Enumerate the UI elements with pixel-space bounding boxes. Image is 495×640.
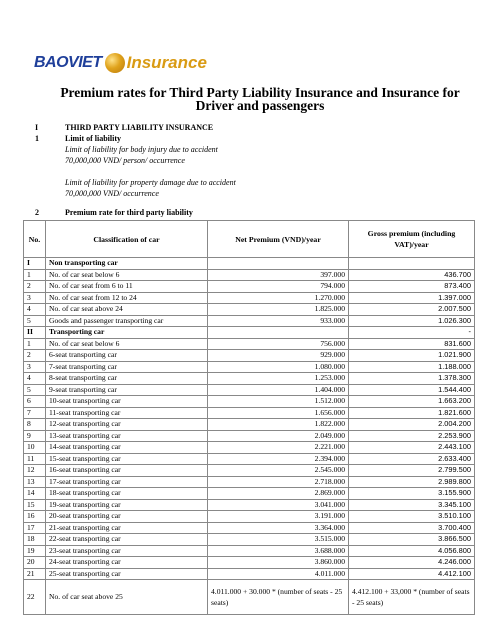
row-number: 4	[24, 373, 46, 385]
row-net-premium: 3.860.000	[208, 557, 349, 569]
row-classification: 8-seat transporting car	[46, 373, 208, 385]
row-net-premium: 1.404.000	[208, 384, 349, 396]
row-net-premium: 794.000	[208, 281, 349, 293]
row-number: 10	[24, 442, 46, 454]
row-net-premium: 1.656.000	[208, 407, 349, 419]
row-number: 5	[24, 384, 46, 396]
row-net-premium: 1.080.000	[208, 361, 349, 373]
section-2-number: 2	[35, 208, 39, 217]
section-i-heading: THIRD PARTY LIABILITY INSURANCE	[65, 123, 214, 132]
row-net-premium: 3.041.000	[208, 499, 349, 511]
row-number: 7	[24, 407, 46, 419]
row-gross-premium: 2.633.400	[349, 453, 475, 465]
row-classification: 12-seat transporting car	[46, 419, 208, 431]
row-classification: 15-seat transporting car	[46, 453, 208, 465]
row-classification: 20-seat transporting car	[46, 511, 208, 523]
table-row	[24, 361, 475, 373]
row-classification: 13-seat transporting car	[46, 430, 208, 442]
row-net-premium: 4.011.000 + 30.000 * (number of seats - 25 seats)	[208, 580, 349, 615]
row-net-premium: 1.512.000	[208, 396, 349, 408]
row-number: 4	[24, 304, 46, 316]
table-row	[24, 269, 475, 281]
group-gross-premium: -	[349, 327, 475, 339]
table-row	[24, 281, 475, 293]
row-number: 19	[24, 545, 46, 557]
row-net-premium: 397.000	[208, 269, 349, 281]
row-classification: 23-seat transporting car	[46, 545, 208, 557]
row-classification: Goods and passenger transporting car	[46, 315, 208, 327]
table-row	[24, 511, 475, 523]
row-number: 22	[24, 580, 46, 615]
row-gross-premium: 3.866.500	[349, 534, 475, 546]
row-gross-premium: 2.253.900	[349, 430, 475, 442]
group-label: Transporting car	[46, 327, 208, 339]
row-classification: 9-seat transporting car	[46, 384, 208, 396]
row-classification: 24-seat transporting car	[46, 557, 208, 569]
row-gross-premium: 4.056.800	[349, 545, 475, 557]
row-net-premium: 933.000	[208, 315, 349, 327]
row-number: 17	[24, 522, 46, 534]
table-row	[24, 384, 475, 396]
row-number: 21	[24, 568, 46, 580]
row-net-premium: 3.515.000	[208, 534, 349, 546]
row-classification: 11-seat transporting car	[46, 407, 208, 419]
baoviet-logo	[34, 49, 207, 77]
group-row-non-transporting	[24, 258, 475, 270]
table-row	[24, 350, 475, 362]
row-gross-premium: 1.021.900	[349, 350, 475, 362]
row-number: 11	[24, 453, 46, 465]
table-row	[24, 522, 475, 534]
limit-property-damage-amount: 70,000,000 VND/ occurrence	[65, 189, 159, 198]
row-net-premium: 1.822.000	[208, 419, 349, 431]
row-gross-premium: 1.188.000	[349, 361, 475, 373]
row-number: 2	[24, 281, 46, 293]
row-number: 16	[24, 511, 46, 523]
row-gross-premium: 436.700	[349, 269, 475, 281]
row-gross-premium: 1.663.200	[349, 396, 475, 408]
row-gross-premium: 1.821.600	[349, 407, 475, 419]
row-gross-premium: 3.510.100	[349, 511, 475, 523]
row-classification: 17-seat transporting car	[46, 476, 208, 488]
table-row	[24, 315, 475, 327]
table-row	[24, 442, 475, 454]
row-gross-premium: 4.412.100	[349, 568, 475, 580]
globe-icon	[105, 53, 125, 73]
row-number: 5	[24, 315, 46, 327]
logo-brand-text: BAOVIET	[34, 54, 102, 71]
row-number: 8	[24, 419, 46, 431]
row-gross-premium: 2.007.500	[349, 304, 475, 316]
row-net-premium: 2.718.000	[208, 476, 349, 488]
row-gross-premium: 1.026.300	[349, 315, 475, 327]
row-number: 1	[24, 338, 46, 350]
row-classification: No. of car seat from 6 to 11	[46, 281, 208, 293]
row-gross-premium: 4.246.000	[349, 557, 475, 569]
table-row	[24, 465, 475, 477]
table-row	[24, 568, 475, 580]
row-classification: 22-seat transporting car	[46, 534, 208, 546]
table-row	[24, 430, 475, 442]
group-number: I	[24, 258, 46, 270]
row-net-premium: 2.049.000	[208, 430, 349, 442]
section-2-heading: Premium rate for third party liability	[65, 208, 193, 217]
row-net-premium: 1.825.000	[208, 304, 349, 316]
row-classification: 7-seat transporting car	[46, 361, 208, 373]
table-row	[24, 292, 475, 304]
table-row	[24, 373, 475, 385]
page-title: Premium rates for Third Party Liability Insurance and Insurance for Driver and passengers	[60, 85, 460, 113]
row-net-premium: 4.011.000	[208, 568, 349, 580]
row-gross-premium: 3.345.100	[349, 499, 475, 511]
row-classification: No. of car seat below 6	[46, 338, 208, 350]
row-number: 20	[24, 557, 46, 569]
logo-insurance-text: Insurance	[126, 53, 207, 72]
row-number: 3	[24, 292, 46, 304]
row-gross-premium: 873.400	[349, 281, 475, 293]
table-row	[24, 534, 475, 546]
row-net-premium: 2.221.000	[208, 442, 349, 454]
row-number: 2	[24, 350, 46, 362]
row-gross-premium: 1.378.300	[349, 373, 475, 385]
row-classification: 16-seat transporting car	[46, 465, 208, 477]
row-gross-premium: 2.004.200	[349, 419, 475, 431]
limit-body-injury: Limit of liability for body injury due to accident	[65, 145, 218, 154]
row-number: 6	[24, 396, 46, 408]
row-gross-premium: 2.443.100	[349, 442, 475, 454]
row-number: 1	[24, 269, 46, 281]
table-row	[24, 304, 475, 316]
row-number: 13	[24, 476, 46, 488]
row-classification: 19-seat transporting car	[46, 499, 208, 511]
table-row	[24, 453, 475, 465]
row-net-premium: 3.364.000	[208, 522, 349, 534]
col-header-classification: Classification of car	[46, 221, 208, 258]
table-row	[24, 557, 475, 569]
row-classification: No. of car seat above 25	[46, 580, 208, 615]
row-net-premium: 929.000	[208, 350, 349, 362]
table-row	[24, 499, 475, 511]
row-classification: 6-seat transporting car	[46, 350, 208, 362]
row-net-premium: 1.270.000	[208, 292, 349, 304]
row-net-premium: 756.000	[208, 338, 349, 350]
table-row	[24, 419, 475, 431]
col-header-gross-premium: Gross premium (including VAT)/year	[349, 221, 475, 258]
group-label: Non transporting car	[46, 258, 208, 270]
row-net-premium: 2.394.000	[208, 453, 349, 465]
row-number: 9	[24, 430, 46, 442]
row-number: 12	[24, 465, 46, 477]
limit-body-injury-amount: 70,000,000 VND/ person/ occurrence	[65, 156, 185, 165]
section-1-heading: Limit of liability	[65, 134, 121, 143]
row-classification: No. of car seat below 6	[46, 269, 208, 281]
row-number: 3	[24, 361, 46, 373]
row-classification: No. of car seat above 24	[46, 304, 208, 316]
col-header-net-premium: Net Premium (VND)/year	[208, 221, 349, 258]
row-net-premium: 2.869.000	[208, 488, 349, 500]
row-net-premium: 3.191.000	[208, 511, 349, 523]
col-header-no: No.	[24, 221, 46, 258]
premium-table	[23, 220, 475, 615]
row-classification: 18-seat transporting car	[46, 488, 208, 500]
table-row	[24, 545, 475, 557]
row-classification: 25-seat transporting car	[46, 568, 208, 580]
group-row-transporting	[24, 327, 475, 339]
row-net-premium: 2.545.000	[208, 465, 349, 477]
row-classification: 10-seat transporting car	[46, 396, 208, 408]
table-row	[24, 488, 475, 500]
row-classification: 14-seat transporting car	[46, 442, 208, 454]
row-number: 15	[24, 499, 46, 511]
row-number: 14	[24, 488, 46, 500]
table-row	[24, 476, 475, 488]
section-1-number: 1	[35, 134, 39, 143]
row-classification: 21-seat transporting car	[46, 522, 208, 534]
table-row	[24, 407, 475, 419]
row-gross-premium: 1.544.400	[349, 384, 475, 396]
limit-property-damage: Limit of liability for property damage due to accident	[65, 178, 236, 187]
row-number: 18	[24, 534, 46, 546]
row-gross-premium: 4.412.100 + 33,000 * (number of seats - 25 seats)	[349, 580, 475, 615]
row-gross-premium: 3.700.400	[349, 522, 475, 534]
table-row	[24, 338, 475, 350]
table-row	[24, 396, 475, 408]
row-net-premium: 3.688.000	[208, 545, 349, 557]
table-row-last	[24, 580, 475, 615]
row-gross-premium: 2.799.500	[349, 465, 475, 477]
row-net-premium: 1.253.000	[208, 373, 349, 385]
row-gross-premium: 831.600	[349, 338, 475, 350]
row-gross-premium: 2.989.800	[349, 476, 475, 488]
group-number: II	[24, 327, 46, 339]
row-gross-premium: 3.155.900	[349, 488, 475, 500]
section-i-number: I	[35, 123, 39, 132]
row-classification: No. of car seat from 12 to 24	[46, 292, 208, 304]
row-gross-premium: 1.397.000	[349, 292, 475, 304]
